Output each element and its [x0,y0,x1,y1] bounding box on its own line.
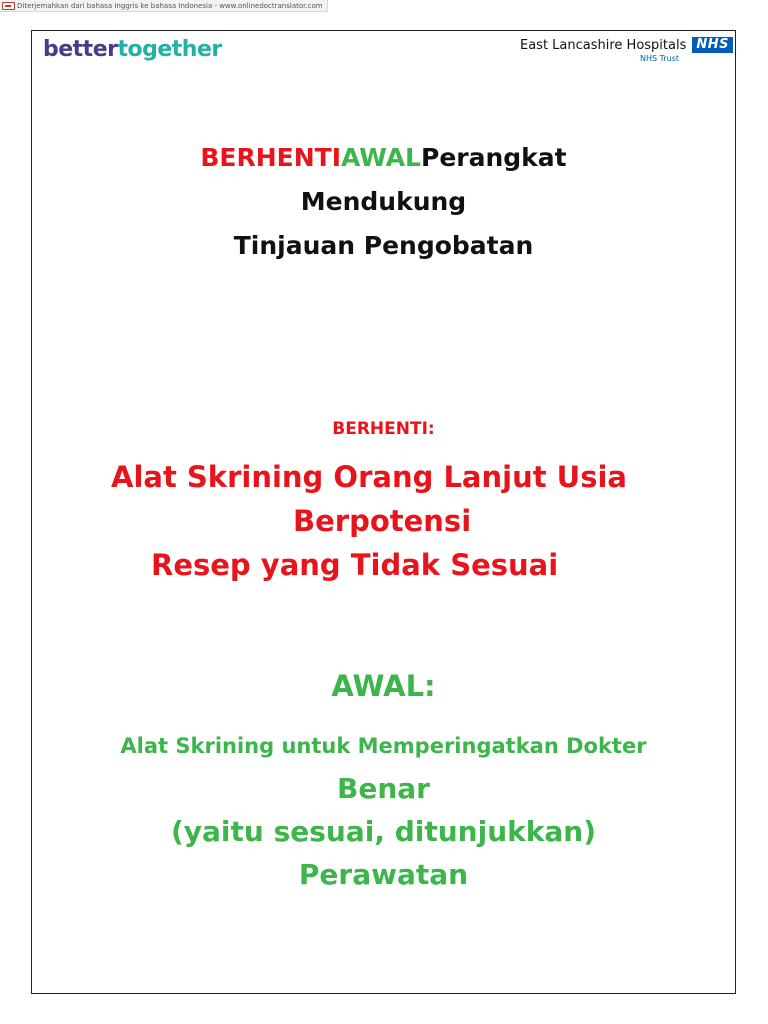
start-description [32,767,735,896]
document-icon [2,2,15,10]
title-word-start: AWAL [341,143,421,172]
nhs-trust-logo [520,37,733,63]
stop-description [32,455,735,587]
nhs-badge: NHS [692,37,733,53]
start-line-1: Benar [337,772,430,805]
stop-line-3: Resep yang Tidak Sesuai [151,548,559,582]
start-subheading: Alat Skrining untuk Memperingatkan Dokter [120,734,647,758]
start-heading: AWAL: [331,669,436,703]
stop-line-1: Alat Skrining Orang Lanjut Usia [111,460,627,494]
better-together-logo [43,37,222,62]
org-name: East Lancashire Hospitals [520,37,687,53]
translator-text[interactable]: Diterjemahkan dari bahasa Inggris ke bahasa Indonesia - www.onlinedoctranslator.com [17,1,323,10]
logo-part-better: better [43,37,118,62]
title-line-1 [32,136,735,180]
trust-label: NHS Trust [640,54,679,63]
document-page [31,30,736,994]
title-word-stop: BERHENTI [200,143,342,172]
title-word-rest: Perangkat [421,143,567,172]
translator-bar [0,0,328,12]
document-title [32,136,735,268]
title-line-2: Mendukung [300,187,467,216]
start-line-3: Perawatan [298,858,469,891]
stop-heading: BERHENTI: [332,419,435,439]
start-line-2: (yaitu sesuai, ditunjukkan) [170,815,597,848]
title-line-3: Tinjauan Pengobatan [233,231,534,260]
logo-part-together: together [117,37,222,62]
stop-line-2: Berpotensi [293,504,472,538]
